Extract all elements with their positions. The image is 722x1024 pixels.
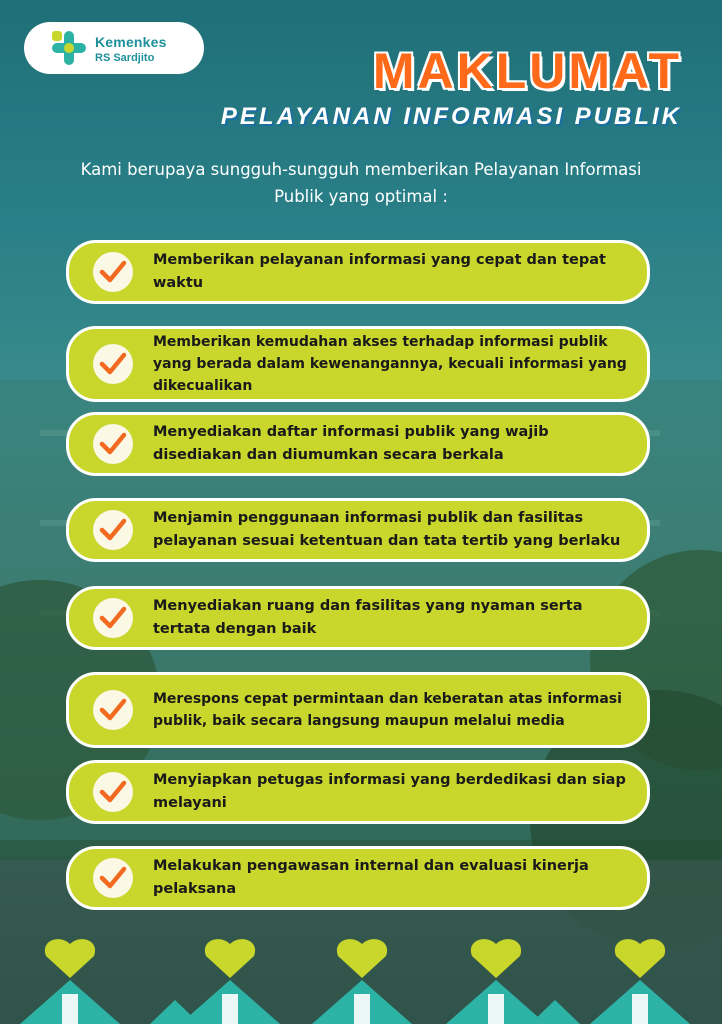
page-title: MAKLUMAT xyxy=(372,43,682,99)
list-item xyxy=(66,672,650,748)
list-item-text: Menjamin penggunaan informasi publik dan fasilitas pelayanan sesuai ketentuan dan tata tertib yang berlaku xyxy=(153,510,621,549)
checkmark-icon xyxy=(93,690,133,730)
footer-ornament xyxy=(0,934,722,1024)
list-item xyxy=(66,326,650,402)
checkmark-icon xyxy=(93,344,133,384)
list-item-text: Melakukan pengawasan internal dan evaluasi kinerja pelaksana xyxy=(153,858,589,897)
checkmark-icon xyxy=(93,510,133,550)
list-item-text: Menyiapkan petugas informasi yang berdedikasi dan siap melayani xyxy=(153,772,626,811)
list-item xyxy=(66,498,650,562)
list-item xyxy=(66,412,650,476)
list-item xyxy=(66,846,650,910)
checkmark-icon xyxy=(93,252,133,292)
logo-subname: RS Sardjito xyxy=(95,52,155,64)
list-item-text: Merespons cepat permintaan dan keberatan atas informasi publik, baik secara langsung maupun melalui media xyxy=(153,691,622,729)
checkmark-icon xyxy=(93,858,133,898)
list-item-text: Memberikan kemudahan akses terhadap informasi publik yang berada dalam kewenangannya, kecuali informasi yang dikecualikan xyxy=(153,334,627,394)
list-item xyxy=(66,240,650,304)
list-item xyxy=(66,760,650,824)
checkmark-icon xyxy=(93,598,133,638)
list-item xyxy=(66,586,650,650)
kemenkes-logo-icon xyxy=(52,31,86,65)
logo-badge xyxy=(24,22,204,74)
list-item-text: Menyediakan ruang dan fasilitas yang nyaman serta tertata dengan baik xyxy=(153,598,583,637)
ornament-heart-group xyxy=(45,939,665,978)
intro-line-2: Publik yang optimal : xyxy=(274,187,448,206)
checkmark-icon xyxy=(93,772,133,812)
intro-text xyxy=(30,156,692,210)
list-item-text: Memberikan pelayanan informasi yang cepat dan tepat waktu xyxy=(153,252,606,291)
page-subtitle: PELAYANAN INFORMASI PUBLIK xyxy=(220,103,682,130)
intro-line-1: Kami berupaya sungguh-sungguh memberikan Pelayanan Informasi xyxy=(80,160,642,179)
list-item-text: Menyediakan daftar informasi publik yang wajib disediakan dan diumumkan secara berkala xyxy=(153,424,549,463)
logo-name: Kemenkes xyxy=(95,34,167,50)
checkmark-icon xyxy=(93,424,133,464)
